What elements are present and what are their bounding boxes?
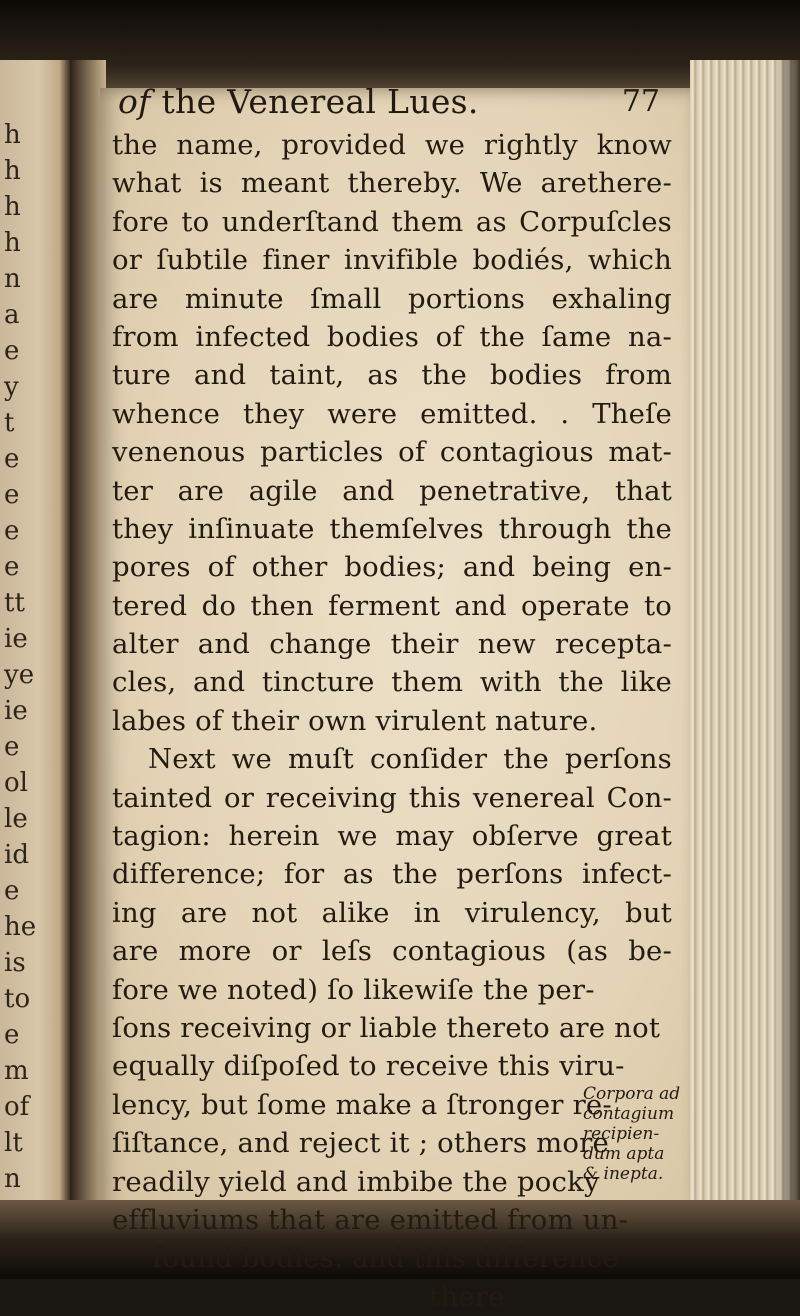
previous-page-fragment: n <box>4 264 21 294</box>
marginal-note-line: Corpora ad <box>583 1084 681 1104</box>
text-line: are minute ſmall portions exhaling <box>112 282 672 315</box>
text-line: tagion: herein we may obſerve great <box>112 820 672 853</box>
previous-page-fragment: e <box>4 516 20 546</box>
previous-page-fragment: ye <box>4 660 35 690</box>
marginal-note-line: recipien- <box>583 1124 660 1144</box>
text-line: the name, provided we rightly know <box>112 129 672 161</box>
previous-page-fragment: h <box>4 192 21 222</box>
previous-page-fragment: ie <box>4 624 28 654</box>
previous-page-fragment: he <box>4 912 37 942</box>
text-line: labes of their own virulent nature. <box>112 704 598 737</box>
text-line: venenous particles of contagious mat- <box>112 436 672 469</box>
text-line: tainted or receiving this venereal Con- <box>112 781 672 814</box>
previous-page-fragment: tt <box>4 588 25 618</box>
text-line: effluviums that are emitted from un- <box>112 1203 629 1236</box>
catchword: there <box>429 1280 505 1313</box>
text-line: ſiſtance, and reject it ; others more <box>112 1127 609 1160</box>
previous-page-fragment: h <box>4 120 21 150</box>
text-line: ſons receiving or liable thereto are not <box>112 1011 661 1044</box>
text-line: fore to underſtand them as Corpuſcles <box>112 205 672 238</box>
text-line: or ſubtile finer invifible bodiés, which <box>112 244 672 277</box>
previous-page-fragment: of <box>4 1092 30 1122</box>
text-line: ture and taint, as the bodies from <box>112 359 672 392</box>
previous-page-fragment: e <box>4 336 20 366</box>
previous-page-fragment: e <box>4 1020 20 1050</box>
previous-page-edge <box>0 60 70 1230</box>
text-line: fore we noted) ſo likewiſe the per- <box>112 973 595 1006</box>
text-line: ter are agile and penetrative, that <box>112 474 672 507</box>
page-number: 77 <box>621 84 660 119</box>
text-line: are more or leſs contagious (as be- <box>112 935 672 968</box>
previous-page-fragment: e <box>4 480 20 510</box>
previous-page-fragment: a <box>4 300 20 330</box>
previous-page-fragment: ie <box>4 696 28 726</box>
marginal-note-line: dum apta <box>583 1144 665 1164</box>
text-line: alter and change their new recepta- <box>112 628 672 661</box>
previous-page-fragment: y <box>4 372 19 402</box>
previous-page-fragment: h <box>4 228 21 258</box>
text-line: cles, and tincture them with the like <box>112 666 672 699</box>
previous-page-fragment: t <box>4 408 15 438</box>
previous-page-fragment: n <box>4 1164 21 1194</box>
running-header <box>118 76 678 126</box>
text-line: Next we muſt conſider the perſons <box>148 743 672 776</box>
running-title-prefix: of <box>118 82 151 121</box>
previous-page-fragment: m <box>4 1056 29 1086</box>
running-title <box>118 82 479 121</box>
text-line: pores of other bodies; and being en- <box>112 551 672 584</box>
previous-page-fragment: to <box>4 984 31 1014</box>
previous-page-fragment: e <box>4 876 20 906</box>
text-line: tered do then ferment and operate to <box>112 589 672 622</box>
page-stack-shadow <box>776 60 800 1230</box>
text-line: what is meant thereby. We arethere- <box>112 167 672 200</box>
marginal-note-line: contagium <box>583 1104 675 1124</box>
marginal-note-line: & inepta. <box>583 1164 664 1184</box>
text-line: difference; for as the perſons infect- <box>112 858 672 891</box>
previous-page-fragment: ol <box>4 768 28 798</box>
text-line: lency, but ſome make a ſtronger re- <box>112 1088 612 1121</box>
previous-page-fragment: le <box>4 804 28 834</box>
text-line: from infected bodies of the ſame na- <box>112 320 672 353</box>
text-line: readily yield and imbibe the pocky <box>112 1165 600 1198</box>
previous-page-fragment: e <box>4 444 20 474</box>
previous-page-fragment: id <box>4 840 29 870</box>
text-line: whence they were emitted. . Theſe <box>112 397 672 430</box>
text-line: equally diſpoſed to receive this viru- <box>112 1050 625 1083</box>
text-line: ing are not alike in virulency, but <box>112 896 672 929</box>
text-line: ſound bodies: and this difference <box>152 1242 619 1275</box>
previous-page-fragment: lt <box>4 1128 23 1158</box>
previous-page-fragment: is <box>4 948 26 978</box>
previous-page-fragment: h <box>4 156 21 186</box>
running-title-main: the Venereal Lues. <box>150 82 479 121</box>
text-line: they inſinuate themſelves through the <box>112 512 672 545</box>
previous-page-fragment: e <box>4 552 20 582</box>
marginal-note <box>583 1084 693 1184</box>
previous-page-fragment: e <box>4 732 20 762</box>
